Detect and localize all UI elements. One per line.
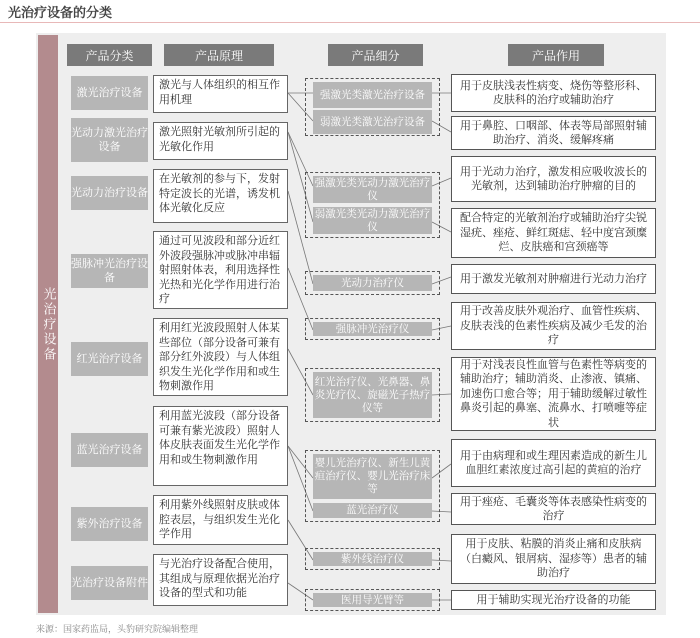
subtype-weak-pdt-laser: 弱激光类光动力激光治疗仪 (314, 207, 431, 233)
principle-laser: 激光与人体组织的相互作用机理 (153, 75, 288, 113)
header-category: 产品分类 (67, 44, 152, 66)
function-ipl: 用于改善皮肤外观治疗、血管性疾病、皮肤表浅的色素性疾病及减少毛发的治疗 (451, 302, 656, 350)
principle-pdt-laser: 激光照射光敏剂所引起的光敏化作用 (153, 122, 288, 160)
subtype-uv-device: 紫外线治疗仪 (313, 552, 432, 566)
header-principle: 产品原理 (164, 44, 274, 66)
subtype-strong-pdt-laser: 强激光类光动力激光治疗仪 (314, 176, 431, 202)
category-blue-light: 蓝光治疗设备 (71, 433, 148, 467)
subtype-ipl-device: 强脉冲光治疗仪 (313, 322, 432, 336)
subtype-weak-laser: 弱激光类激光治疗设备 (313, 110, 432, 134)
category-laser: 激光治疗设备 (71, 76, 148, 110)
subtype-red-devices: 红光治疗仪、光鼻器、鼻炎光疗仪、旋磁光子热疗仪等 (313, 372, 432, 418)
function-pdt: 用于激发光敏剂对肿瘤进行光动力治疗 (451, 264, 656, 294)
side-label: 光治疗设备 (40, 286, 56, 362)
function-uv: 用于皮肤、粘膜的消炎止痛和皮肤病（白癜风、银屑病、湿疹等）患者的辅助治疗 (451, 534, 656, 584)
subtype-blue-device: 蓝光治疗仪 (313, 503, 432, 518)
principle-accessory: 与光治疗设备配合使用，其组成与原理依据光治疗设备的型式和功能 (153, 554, 288, 606)
category-accessory: 光治疗设备附件 (71, 566, 148, 600)
principle-red-light: 利用红光波段照射人体某些部位（部分设备可兼有部分红外波段）与人体组织发生光化学作用和或生物刺激作用 (153, 318, 288, 396)
function-laser-weak: 用于鼻腔、口咽部、体表等局部照射辅助治疗、消炎、缓解疼痛 (451, 116, 656, 150)
category-ipl: 强脉冲光治疗设备 (71, 254, 148, 288)
function-pdt-laser-weak: 配合特定的光敏剂治疗或辅助治疗尖锐湿疣、痤疮、鲜红斑痣、轻中度宫颈糜烂、皮肤癌和宫颈癌等 (451, 208, 656, 258)
header-subtype: 产品细分 (328, 44, 423, 66)
category-red-light: 红光治疗设备 (71, 342, 148, 376)
function-blue-light: 用于痤疮、毛囊炎等体表感染性病变的治疗 (451, 493, 656, 525)
function-pdt-laser-strong: 用于光动力治疗，激发相应吸收波长的光敏剂，达到辅助治疗肿瘤的目的 (451, 156, 656, 202)
header-function: 产品作用 (508, 44, 604, 66)
category-pdt: 光动力治疗设备 (71, 176, 148, 210)
principle-pdt: 在光敏剂的参与下，发射特定波长的光谱，诱发机体光敏化反应 (153, 169, 288, 223)
function-accessory: 用于辅助实现光治疗设备的功能 (451, 590, 656, 610)
category-pdt-laser: 光动力激光治疗设备 (71, 118, 148, 162)
source-note: 来源：国家药监局，头豹研究院编辑整理 (36, 625, 199, 635)
subtype-pdt-device: 光动力治疗仪 (313, 275, 432, 291)
category-uv: 紫外治疗设备 (71, 507, 148, 541)
function-red-light: 用于对浅表良性血管与色素性等病变的辅助治疗；辅助消炎、止渗液、镇痛、加速伤口愈合等；用于辅助缓解过敏性鼻炎引起的鼻塞、流鼻水、打喷嚏等症状 (451, 357, 656, 431)
subtype-strong-laser: 强激光类激光治疗设备 (313, 82, 432, 108)
subtype-infant-devices: 婴儿光治疗仪、新生儿黄疸治疗仪、婴儿光治疗床等 (313, 454, 432, 499)
function-infant: 用于由病理和或生理因素造成的新生儿血胆红素浓度过高引起的黄疸的治疗 (451, 439, 656, 487)
function-laser-strong: 用于皮肤浅表性病变、烧伤等整形科、皮肤科的治疗或辅助治疗 (451, 74, 656, 112)
principle-blue-light: 利用蓝光波段（部分设备可兼有紫光波段）照射人体皮肤表面发生光化学作用和或生物刺激作用 (153, 406, 288, 486)
principle-ipl: 通过可见波段和部分近红外波段强脉冲或脉冲串辐射照射体表，利用选择性光热和光化学作用进行治疗 (153, 231, 288, 309)
subtype-light-arm: 医用导光臂等 (313, 593, 432, 607)
principle-uv: 利用紫外线照射皮肤或体腔表层，与组织发生光化学作用 (153, 495, 288, 545)
page-title: 光治疗设备的分类 (8, 6, 113, 21)
